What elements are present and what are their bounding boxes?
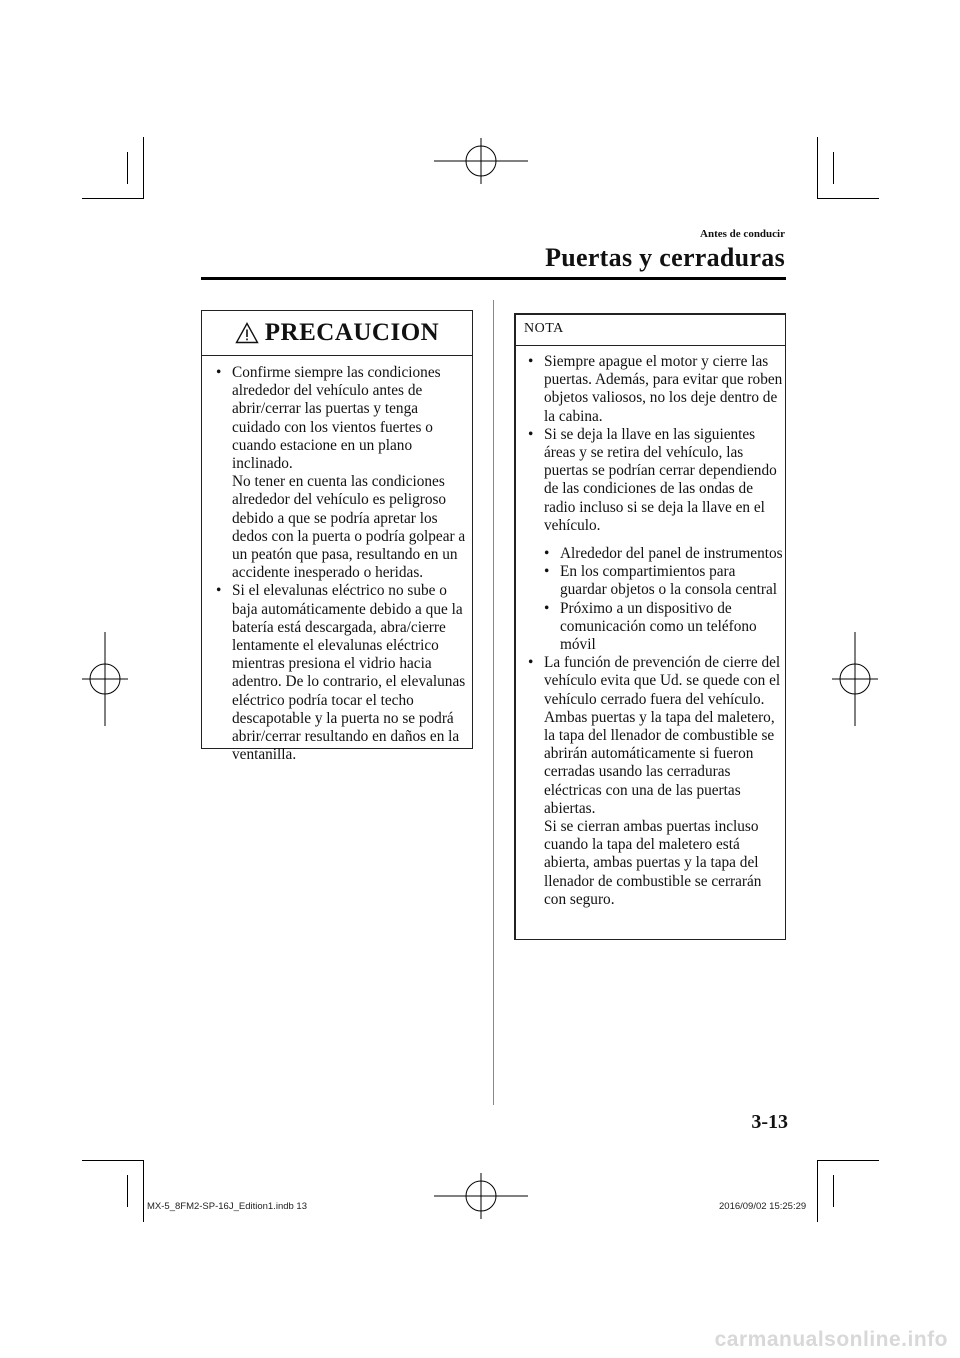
bullet-icon: • [528,353,534,370]
list-item [524,353,784,426]
caution-title: PRECAUCION [264,319,440,346]
watermark: carmanualsonline.info [714,1328,948,1351]
note-border [514,313,786,315]
list-item [524,654,784,909]
crop-mark [82,1160,144,1161]
note-paragraph: Siempre apague el motor y cierre las puertas. Además, para evitar que roben objetos valiosos, no los deje dentro de la cabina. [544,353,783,425]
page-number: 3-13 [751,1111,788,1133]
note-title: NOTA [524,321,564,336]
crop-mark [127,1175,128,1207]
note-border [514,313,516,940]
crop-mark [817,198,879,199]
caution-paragraph: Si el elevalunas eléctrico no sube o baja automáticamente debido a que la batería está descargada, abra/cierre lentamente el elevalunas eléctrico mientras presiona el vidrio hacia adentro. De lo contrario, el elevalunas eléctrico podría tocar el techo descapotable y la puerta no se podrá abrir/cerrar resultando en daños en la ventanilla. [232,582,466,764]
bullet-icon: • [216,582,222,600]
bullet-icon: • [528,654,534,672]
caution-body [212,364,468,764]
bullet-icon: • [216,364,222,381]
bullet-icon: • [544,599,550,617]
bullet-icon: • [544,545,550,563]
section-label: Antes de conducir [700,228,785,240]
note-border [514,939,786,941]
crosshair-registration-icon [82,632,128,726]
note-subitem: Próximo a un dispositivo de comunicación como un teléfono móvil [560,599,757,654]
note-paragraph: Si se deja la llave en las siguientes áreas y se retira del vehículo, las puertas se podrían cerrar dependiendo de las condiciones de las ondas de radio incluso si se deja la llave en el vehículo. [544,425,777,534]
crop-mark [82,198,144,199]
caution-header [202,311,472,356]
note-subitem: En los compartimientos para guardar objetos o la consola central [560,563,778,599]
crosshair-registration-icon [832,632,878,726]
print-file-info: MX-5_8FM2-SP-16J_Edition1.indb 13 [147,1201,308,1212]
list-item [524,426,784,535]
note-paragraph: Si se cierran ambas puertas incluso cuando la tapa del maletero está abierta, ambas puertas y la tapa del llenador de combustible se cerrarán con seguro. [544,818,762,908]
note-paragraph: Ambas puertas y la tapa del maletero, la tapa del llenador de combustible se abrirán automáticamente si fueron cerradas usando las cerraduras eléctricas con una de las puertas abiertas. [544,708,775,817]
bullet-icon: • [544,563,550,581]
note-border [785,313,787,940]
crop-mark [817,137,818,199]
warning-triangle-icon [235,322,259,344]
crop-mark [143,1160,144,1222]
print-date-info: 2016/09/02 15:25:29 [719,1201,807,1212]
list-item [212,364,468,582]
column-divider [493,300,494,1105]
crop-mark [817,1160,879,1161]
note-body [524,353,784,909]
crop-mark [127,152,128,184]
caution-paragraph: Confirme siempre las condiciones alrededor del vehículo antes de abrir/cerrar las puertas y tenga cuidado con los vientos fuertes o cuando estacione en un plano inclinado. [232,364,441,473]
crop-mark [143,137,144,199]
crop-mark [833,152,834,184]
note-paragraph: La función de prevención de cierre del vehículo evita que Ud. se quede con el vehículo cerrado fuera del vehículo. [544,654,781,708]
bullet-icon: • [528,425,534,443]
caution-box [201,310,473,764]
list-item [212,582,468,764]
crosshair-registration-icon [434,1173,528,1219]
header-rule [201,277,786,280]
note-subitem: Alrededor del panel de instrumentos [560,545,783,563]
sub-list-item [524,563,784,599]
caution-paragraph: No tener en cuenta las condiciones alrededor del vehículo es peligroso debido a que se podría apretar los dedos con la puerta o podría golpear a un peatón que pasa, resultando en un accidente inesperado o heridas. [232,473,466,582]
crop-mark [817,1160,818,1222]
note-box [514,313,786,940]
crop-mark [833,1175,834,1207]
page-title: Puertas y cerraduras [545,243,785,272]
sub-list-item [524,545,784,563]
sub-list-item [524,600,784,655]
crosshair-registration-icon [434,138,528,184]
note-header-rule [514,345,786,346]
